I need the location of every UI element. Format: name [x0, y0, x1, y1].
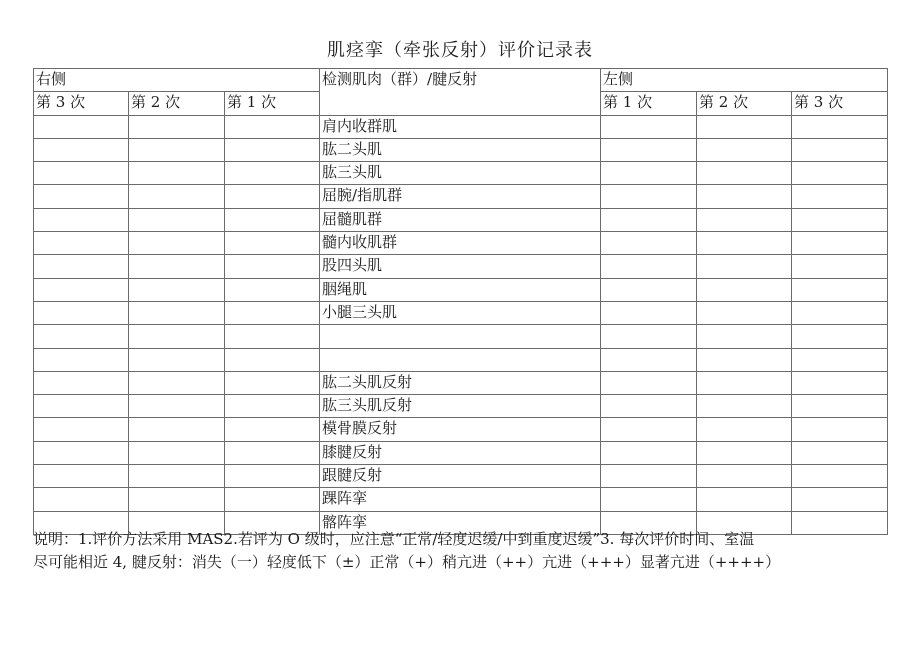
left-score-cell — [792, 441, 888, 464]
left-score-cell — [792, 395, 888, 418]
right-score-cell — [129, 208, 225, 231]
table-row — [34, 185, 888, 208]
right-score-cell — [129, 371, 225, 394]
left-score-cell — [792, 371, 888, 394]
left-score-cell — [792, 465, 888, 488]
left-score-cell — [697, 488, 792, 511]
muscle-name-cell: 屈髓肌群 — [320, 208, 601, 231]
right-score-cell — [34, 348, 129, 371]
left-score-cell — [601, 208, 697, 231]
muscle-name-cell: 肱二头肌 — [320, 138, 601, 161]
muscle-name-cell: 胭绳肌 — [320, 278, 601, 301]
right-score-cell — [225, 208, 320, 231]
left-side-header: 左侧 — [601, 69, 888, 92]
left-score-cell — [792, 418, 888, 441]
table-row — [34, 395, 888, 418]
table-row — [34, 465, 888, 488]
left-score-cell — [601, 138, 697, 161]
muscle-name-cell: 股四头肌 — [320, 255, 601, 278]
left-score-cell — [792, 162, 888, 185]
right-score-cell — [129, 162, 225, 185]
muscle-name-cell: 肱二头肌反射 — [320, 371, 601, 394]
muscle-name-cell: 髓内收肌群 — [320, 232, 601, 255]
table-row — [34, 325, 888, 348]
left-score-cell — [792, 301, 888, 324]
right-score-cell — [129, 185, 225, 208]
left-score-cell — [792, 208, 888, 231]
right-score-cell — [129, 278, 225, 301]
table-row — [34, 255, 888, 278]
right-score-cell — [34, 465, 129, 488]
table-row — [34, 138, 888, 161]
explanation-note-line-1: 说明：1.评价方法采用 MAS2.若评为 O 级时，应注意“正常/轻度迟缓/中到重度迟缓”3. 每次评价时间、室温 — [33, 530, 755, 548]
left-score-cell — [792, 278, 888, 301]
left-trial-header: 第 1 次 — [601, 92, 697, 115]
left-score-cell — [697, 301, 792, 324]
table-row — [34, 278, 888, 301]
left-score-cell — [697, 465, 792, 488]
right-score-cell — [34, 162, 129, 185]
header-row-sides — [34, 69, 888, 92]
left-score-cell — [697, 395, 792, 418]
right-score-cell — [225, 138, 320, 161]
table-row — [34, 115, 888, 138]
right-score-cell — [225, 348, 320, 371]
left-score-cell — [601, 348, 697, 371]
left-score-cell — [697, 162, 792, 185]
left-score-cell — [601, 488, 697, 511]
table-row — [34, 208, 888, 231]
right-score-cell — [129, 138, 225, 161]
right-score-cell — [225, 301, 320, 324]
left-trial-header: 第 3 次 — [792, 92, 888, 115]
right-score-cell — [129, 395, 225, 418]
right-score-cell — [225, 418, 320, 441]
right-score-cell — [34, 115, 129, 138]
right-score-cell — [225, 278, 320, 301]
right-score-cell — [129, 301, 225, 324]
left-score-cell — [601, 441, 697, 464]
right-score-cell — [129, 418, 225, 441]
muscle-name-cell: 膝腱反射 — [320, 441, 601, 464]
right-score-cell — [34, 301, 129, 324]
left-score-cell — [792, 138, 888, 161]
left-score-cell — [601, 418, 697, 441]
muscle-name-cell — [320, 325, 601, 348]
right-score-cell — [225, 185, 320, 208]
table-row — [34, 371, 888, 394]
table-row — [34, 348, 888, 371]
right-score-cell — [34, 418, 129, 441]
table-row — [34, 441, 888, 464]
left-score-cell — [601, 395, 697, 418]
right-trial-header: 第 2 次 — [129, 92, 225, 115]
right-trial-header: 第 1 次 — [225, 92, 320, 115]
muscle-name-cell: 屈腕/指肌群 — [320, 185, 601, 208]
left-score-cell — [792, 115, 888, 138]
right-score-cell — [34, 232, 129, 255]
right-score-cell — [129, 255, 225, 278]
right-score-cell — [34, 395, 129, 418]
right-score-cell — [129, 115, 225, 138]
muscle-name-cell: 肱三头肌 — [320, 162, 601, 185]
right-score-cell — [34, 488, 129, 511]
left-score-cell — [601, 115, 697, 138]
muscle-name-cell: 髂阵挛 — [320, 511, 601, 534]
right-score-cell — [225, 115, 320, 138]
right-score-cell — [34, 208, 129, 231]
evaluation-table — [33, 68, 888, 535]
right-score-cell — [225, 371, 320, 394]
muscle-name-cell: 踝阵挛 — [320, 488, 601, 511]
left-score-cell — [792, 255, 888, 278]
right-score-cell — [225, 162, 320, 185]
right-score-cell — [34, 278, 129, 301]
left-score-cell — [601, 465, 697, 488]
left-score-cell — [697, 115, 792, 138]
explanation-note-line-2: 尽可能相近 4, 腱反射：消失（一）轻度低下（±）正常（+）稍亢进（++）亢进（+++）显著亢进（++++） — [33, 553, 781, 571]
table-row — [34, 488, 888, 511]
left-score-cell — [697, 185, 792, 208]
muscle-name-cell: 小腿三头肌 — [320, 301, 601, 324]
muscle-name-cell: 跟腱反射 — [320, 465, 601, 488]
right-score-cell — [225, 232, 320, 255]
left-score-cell — [792, 488, 888, 511]
right-score-cell — [129, 325, 225, 348]
right-score-cell — [34, 255, 129, 278]
right-score-cell — [129, 441, 225, 464]
right-score-cell — [129, 348, 225, 371]
left-score-cell — [697, 255, 792, 278]
muscle-name-cell: 肩内收群肌 — [320, 115, 601, 138]
right-score-cell — [129, 232, 225, 255]
left-trial-header: 第 2 次 — [697, 92, 792, 115]
table-row — [34, 232, 888, 255]
muscle-name-cell: 肱三头肌反射 — [320, 395, 601, 418]
table-row — [34, 301, 888, 324]
right-score-cell — [225, 255, 320, 278]
right-score-cell — [34, 138, 129, 161]
left-score-cell — [792, 232, 888, 255]
right-score-cell — [129, 488, 225, 511]
right-trial-header: 第 3 次 — [34, 92, 129, 115]
left-score-cell — [697, 325, 792, 348]
right-score-cell — [34, 441, 129, 464]
left-score-cell — [601, 255, 697, 278]
table-row — [34, 418, 888, 441]
muscle-name-cell — [320, 348, 601, 371]
left-score-cell — [792, 185, 888, 208]
left-score-cell — [697, 138, 792, 161]
left-score-cell — [792, 325, 888, 348]
left-score-cell — [601, 185, 697, 208]
right-score-cell — [225, 488, 320, 511]
right-score-cell — [225, 395, 320, 418]
muscle-name-cell: 模骨膜反射 — [320, 418, 601, 441]
left-score-cell — [601, 162, 697, 185]
left-score-cell — [697, 441, 792, 464]
left-score-cell — [601, 301, 697, 324]
left-score-cell — [601, 232, 697, 255]
table-row — [34, 162, 888, 185]
muscle-group-header: 检测肌肉（群）/腱反射 — [320, 69, 601, 116]
right-score-cell — [225, 325, 320, 348]
right-side-header: 右侧 — [34, 69, 320, 92]
left-score-cell — [601, 325, 697, 348]
right-score-cell — [34, 371, 129, 394]
left-score-cell — [601, 278, 697, 301]
right-score-cell — [225, 441, 320, 464]
left-score-cell — [697, 418, 792, 441]
left-score-cell — [697, 371, 792, 394]
left-score-cell — [697, 348, 792, 371]
left-score-cell — [697, 208, 792, 231]
right-score-cell — [34, 185, 129, 208]
right-score-cell — [34, 325, 129, 348]
document-title: 肌痉挛（牵张反射）评价记录表 — [327, 40, 593, 61]
right-score-cell — [225, 465, 320, 488]
left-score-cell — [601, 371, 697, 394]
left-score-cell — [697, 232, 792, 255]
right-score-cell — [129, 465, 225, 488]
left-score-cell — [792, 348, 888, 371]
left-score-cell — [697, 278, 792, 301]
